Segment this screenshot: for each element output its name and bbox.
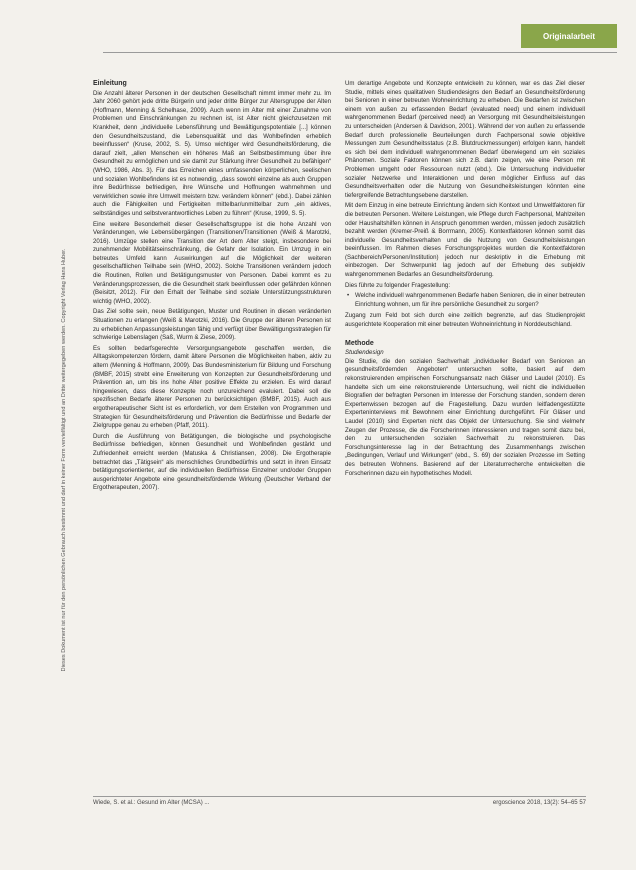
paragraph: Das Ziel sollte sein, neue Betätigungen, Muster und Routinen in diesen veränderten Situationen zu erlangen (Weiß & Marotzki, 2016). Die Gruppe der älteren Personen ist zu erheblichen Anpassungsleistungen fähig und verfügt über Bewältigungsstrategien für schwierige Lebenslagen (Saß, Wurm & Ziese, 2009).	[93, 308, 331, 342]
paragraph: Eine weitere Besonderheit dieser Gesellschaftsgruppe ist die hohe Anzahl von Veränderungen, wie Lebensübergängen (Transitionen/Transitionen (Weiß & Marotzki, 2016). Umzüge stellen eine Transition der Art dem Alter steigt, insbesondere bei zunehmender Mobilitätseinschränkung, die Gefahr der Isolation. Ein Umzug in ein betreutes Umfeld kann Auswirkungen auf die Möglichkeit der weiteren gesellschaftlichen Teilhabe sein (WHO, 2002). Solche Transitionen verändern jedoch die Routinen, Rollen und Betätigungsmuster von Personen. Dabei kommt es zu Veränderungsprozessen, die die Gesundheit stark beeinflussen oder gefährden können (Beisitzt, 2012). Für den Erhalt der Teilhabe sind soziale Unterstützungsstrukturen wichtig (WHO, 2002).	[93, 220, 331, 305]
paragraph: Dies führte zu folgender Fragestellung:	[345, 281, 451, 289]
paragraph: Die Studie, die den sozialen Sachverhalt „individueller Bedarf von Senioren an gesundheitsfördernden Angeboten“ untersuchen sollte, basiert auf dem rekonstruierenden empirischen Forschungsansatz nach Gläser und Laudel (2010). Es handelte sich um eine rekonstruierende Untersuchung, weil nicht die individuellen Biografien der befragten Personen im Interesse der Forschung standen, sondern deren Expertenwissen bezogen auf die Fragestellung. Dazu wurden leitfadengestützte Experteninterviews mit Bewohnern einer Einrichtung durchgeführt. Für Gläser und Laudel (2010) sind Experten nicht das Objekt der Untersuchung. Sie sind vielmehr Zeugen der Prozesse, die die Forscherinnen interessieren und tragen somit dazu bei, den zu untersuchenden sozialen Sachverhalt zu rekonstruieren. Das Forschungsinteresse lag in der Betrachtung des Zusammenhangs zwischen „Bedingungen, Verlauf und Wirkungen“ (ebd., S. 69) der sozialen Prozesse im Setting des betreuten Wohnens. Basierend auf der Literaturrecherche entwickelten die Forscherinnen dazu ein hypothetisches Modell.	[345, 357, 585, 477]
footer-journal-page: ergoscience 2018, 13(2): 54–65 57	[492, 800, 586, 806]
intro-heading: Einleitung	[93, 80, 127, 87]
right-column	[345, 80, 585, 480]
paragraph: Durch die Ausführung von Betätigungen, die biologische und psychologische Bedürfnisse befriedigen, können Gesundheit und Wohlbefinden gestärkt und Zufriedenheit erreicht werden (Matuska & Christiansen, 2008). Die Ergotherapie betrachtet das „Tätigsein“ als menschliches Grundbedürfnis und setzt in ihren Einsatz betätigungsorientierter, auf die individuellen Bedürfnisse Einzelner und/oder Gruppen ausgerichteter Angebote eine gesundheitsfördernde Wirkung (Deutscher Verband der Ergotherapeuten, 2007).	[93, 432, 331, 492]
methods-subheading: Studiendesign	[345, 349, 384, 357]
paragraph: Die Anzahl älterer Personen in der deutschen Gesellschaft nimmt immer mehr zu. Im Jahr 2060 gehört jede dritte Bürgerin und jeder dritte Bürger zur Altersgruppe der Alten (Hoffmann, Menning & Schelhase, 2009). Auch wenn im Alter mit einer Zunahme von Problemen und Einschränkungen zu rechnen ist, ist Alter nicht gleichzusetzen mit Krankheit, denn „individuelle Lebensführung und Bewältigungspotentiale [...] können den Gesundheitszustand, die Lebensqualität und das Wohlbefinden erheblich beeinflussen“ (Kruse, 2002, S. 5). Umso wichtiger wird Gesundheitsförderung, die darauf zielt, „allen Menschen ein höheres Maß an Selbstbestimmung über ihre Gesundheit zu ermöglichen und sie damit zur Stärkung ihrer Gesundheit zu befähigen“ (WHO, 1986, Abs. 3). Für das Erreichen eines umfassenden körperlichen, seelischen und sozialen Wohlbefindens ist es notwendig, „dass sowohl einzelne als auch Gruppen ihre Bedürfnisse befriedigen, ihre Wünsche und Hoffnungen wahrnehmen und verwirklichen sowie ihre Umwelt meistern bzw. verändern können“ (ebd.). Dabei zählen auch die Fähigkeiten und Fertigkeiten mittelbar/unmittelbar zum „ein aktives, selbständiges und selbstverantwortliches Leben zu führen“ (Kruse, 1999, S. 5).	[93, 89, 331, 217]
paragraph: Um derartige Angebote und Konzepte entwickeln zu können, war es das Ziel dieser Studie, mittels eines qualitativen Studiendesigns den Bedarf an Gesundheitsförderung bei Senioren in einer betreuten Wohneinrichtung zu erheben. Die Bedarfen ist zwischen einem von außen zu erfassenden Bedarf (evaluated need) und einem individuell wahrgenommenen Bedarf (perceived need) an Versorgung mit Gesundheitsleistungen zu unterscheiden (Andersen & Davidson, 2001). Während der von außen zu erfassende Bedarf durch professionelle Beurteilungen durch Fachpersonal sowie objektive Messungen zum Gesundheitsstatus (z.B. Blutdruckmessungen) erfolgen kann, handelt es sich bei dem individuell wahrgenommenen Bedarf überwiegend um ein soziales Phänomen. Soziale Faktoren können sich z.B. darin zeigen, wie eine Person mit Problemen umgeht oder Ressourcen nutzt (ebd.). Die Untersuchung individueller sozialer Netzwerke und Interaktionen und deren möglicher Einfluss auf das Gesundheitsverhalten oder die Nutzung von Gesundheitsleistungen könnten eine tiefergreifende Betrachtungsebene darstellen.	[345, 80, 585, 199]
paragraph: Mit dem Einzug in eine betreute Einrichtung ändern sich Kontext und Umweltfaktoren für die betreuten Personen. Weitere Leistungen, wie Pflege durch Fachpersonal, Mahlzeiten oder Haushaltshilfen können in Anspruch genommen werden, müssen jedoch zusätzlich bezahlt werden (Kremer-Preiß & Borrmann, 2005). Kontextfaktoren können somit das individuelle Gesundheitsverhalten und die Nutzung von Gesundheitsleistungen beeinflussen. Im Rahmen dieses Forschungsprojektes wurden die Kontextfaktoren (Sachbereich/Personen/Institution) jedoch nur deskriptiv in die Erhebung mit einbezogen. Der Schwerpunkt lag jedoch auf der Erhebung des subjektiv wahrgenommenen Bedarfes an Gesundheitsförderung.	[345, 202, 585, 279]
left-column	[93, 80, 331, 495]
paragraph: Zugang zum Feld bot sich durch eine zeitlich begrenzte, auf das Studienprojekt ausgerichtete Kooperation mit einer betreuten Wohneinrichtung in Norddeutschland.	[345, 312, 585, 329]
section-tag: Originalarbeit	[521, 24, 617, 48]
research-question-text: Welche individuell wahrgenommenen Bedarfe haben Senioren, die in einer betreuten Einrichtung wohnen, um für ihre persönliche Gesundheit zu sorgen?	[355, 292, 585, 308]
research-question	[347, 292, 585, 309]
footer-rule	[93, 796, 586, 797]
copyright-side-note: Dieses Dokument ist nur für den persönlichen Gebrauch bestimmt und darf in keiner Form vervielfältigt und an Dritte weitergegeben werden. Copyright Verlag Hans Huber.	[61, 248, 67, 672]
footer-citation: Wiede, S. et al.: Gesund im Alter (MCSA) ...	[93, 800, 210, 806]
bullet-icon: •	[347, 292, 350, 300]
research-question-list	[345, 292, 585, 309]
paragraph: Es sollten bedarfsgerechte Versorgungsangebote geschaffen werden, die Alltagskompetenzen fördern, damit ältere Personen die Möglichkeiten haben, aktiv zu altern (Menning & Hoffmann, 2009). Das Bundesministerium für Bildung und Forschung (BMBF, 2015) strebt eine Erweiterung von Konzepten zur Gesundheitsförderung und Prävention an, um bis ins hohe Alter positive Effekte zu erzielen. Es wird darauf hingewiesen, dass diese Konzepte noch unzureichend evaluiert. Dabei soll die spezifischen Bedarfe älterer Personen zu berücksichtigen (BMBF, 2015). Auch aus ergotherapeutischer Sicht ist es erforderlich, vor dem Erstellen von Programmen und Strategien für Gesundheitsförderung und Prävention die Bedürfnisse und Bedarfe der Zielgruppe genau zu erheben (Pfaff, 2011).	[93, 344, 331, 430]
methods-heading: Methode	[345, 339, 374, 347]
header-rule	[103, 52, 617, 53]
